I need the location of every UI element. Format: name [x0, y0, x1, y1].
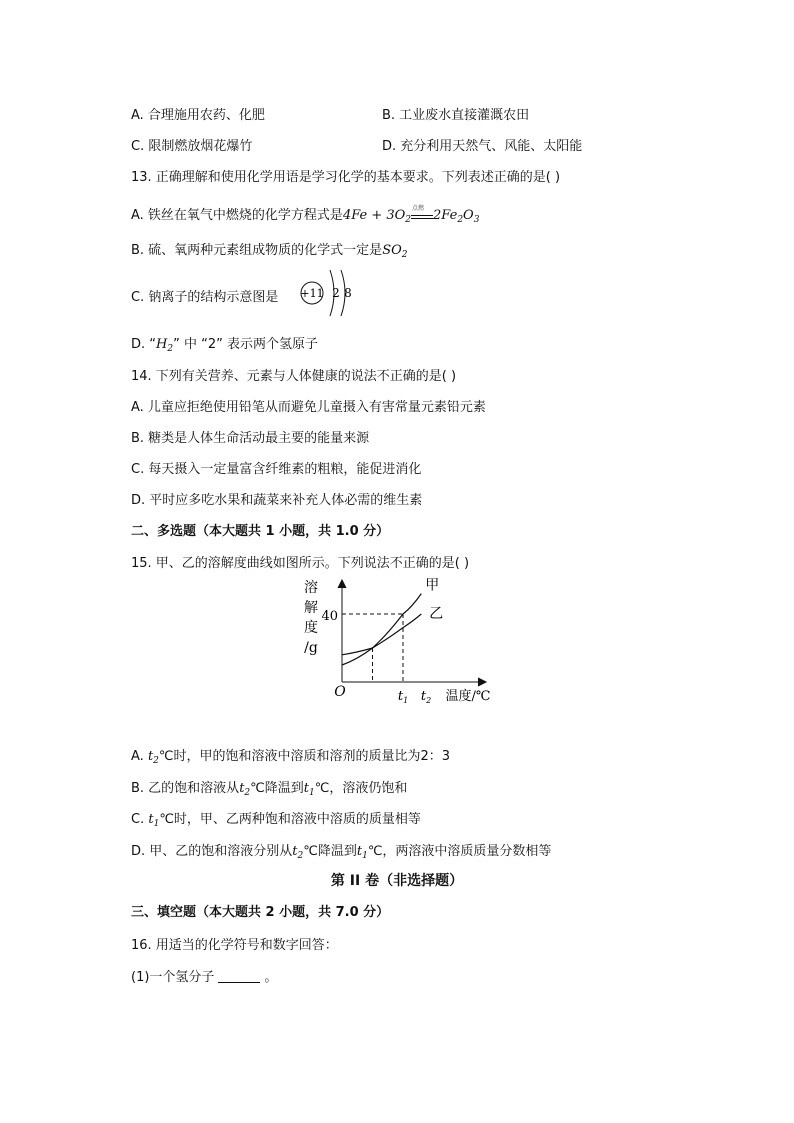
- q13-option-c: [131, 286, 278, 305]
- answer-blank[interactable]: [218, 970, 260, 983]
- q12-option-a: A. 合理施用农药、化肥: [131, 108, 265, 123]
- shell-2-count: 8: [344, 286, 352, 300]
- q15-option-b: [131, 777, 407, 798]
- q15-option-a-pre: A.: [131, 749, 148, 764]
- equation-equals: [411, 215, 433, 219]
- equation-right-o: O: [463, 208, 474, 223]
- q15-option-d-post: ℃，两溶液中溶质质量分数相等: [367, 844, 552, 859]
- q12-option-b: B. 工业废水直接灌溉农田: [382, 108, 530, 123]
- q15-stem: 15. 甲、乙的溶解度曲线如图所示。下列说法不正确的是( ): [131, 556, 470, 571]
- ylabel-char-3: 度: [304, 620, 318, 636]
- x-axis-arrow: [478, 678, 486, 686]
- y-tick-40: 40: [321, 609, 338, 624]
- x-tick-t1: [398, 689, 408, 705]
- formula-so2: SO: [382, 243, 402, 258]
- series-line-yi: [342, 614, 421, 655]
- q15-option-b-mid: ℃降温到: [250, 781, 304, 796]
- section-3-heading: 三、填空题（本大题共 2 小题，共 7.0 分）: [131, 905, 390, 920]
- x-tick-t1-t: t: [397, 689, 404, 704]
- q13-option-c-text: C. 钠离子的结构示意图是: [131, 290, 279, 305]
- q13-option-d: [131, 333, 318, 354]
- series-label-jia: 甲: [425, 577, 440, 594]
- equation-right-sub2: 3: [473, 215, 480, 225]
- q13-option-d-post: ” 中 “2” 表示两个氢原子: [173, 337, 318, 352]
- q13-option-d-pre: D. “: [131, 337, 157, 352]
- q15-b-t1-sub: 2: [244, 788, 251, 798]
- q15-option-c: [131, 808, 421, 829]
- series-label-yi: 乙: [429, 606, 444, 622]
- q14-stem: 14. 下列有关营养、元素与人体健康的说法不正确的是( ): [131, 369, 457, 384]
- q13-option-a-text: A. 铁丝在氧气中燃烧的化学方程式是: [131, 208, 343, 223]
- q15-option-c-pre: C.: [131, 812, 149, 827]
- q14-option-d: D. 平时应多吃水果和蔬菜来补充人体必需的维生素: [131, 493, 423, 508]
- q15-d-t2: t: [356, 844, 363, 859]
- q15-d-t1-sub: 2: [297, 851, 304, 861]
- equation-arrow: [411, 205, 433, 219]
- sodium-ion-diagram: [296, 266, 360, 318]
- q15-a-t-sub: 2: [153, 756, 159, 766]
- ylabel-char-2: 解: [304, 600, 318, 616]
- q15-option-d: [131, 840, 551, 861]
- equation-left: 4Fe + 3O: [342, 208, 406, 223]
- x-tick-t2: [421, 689, 431, 705]
- q16-item-1-post: 。: [264, 970, 278, 985]
- chart-plot: [342, 578, 443, 682]
- x-axis-label: 温度/℃: [445, 689, 491, 704]
- x-tick-t2-t: t: [420, 689, 427, 704]
- q13-option-b-text: B. 硫、氧两种元素组成物质的化学式一定是: [131, 243, 383, 258]
- series-line-jia: [342, 594, 421, 665]
- formula-so2-sub: 2: [401, 250, 408, 260]
- q15-option-b-pre: B. 乙的饱和溶液从: [131, 781, 240, 796]
- q15-b-t1: t: [239, 781, 245, 796]
- formula-h2: H: [156, 337, 168, 352]
- q15-option-c-post: ℃时，甲、乙两种饱和溶液中溶质的质量相等: [159, 812, 421, 827]
- q15-option-d-mid: ℃降温到: [303, 844, 357, 859]
- q15-option-b-post: ℃，溶液仍饱和: [314, 781, 408, 796]
- origin-label: O: [334, 684, 346, 700]
- q14-option-c: C. 每天摄入一定量富含纤维素的粗粮，能促进消化: [131, 462, 422, 477]
- q12-option-c: C. 限制燃放烟花爆竹: [131, 139, 253, 154]
- shell-1-count: 2: [332, 286, 340, 300]
- equation-right-sub: 2: [457, 215, 464, 225]
- equation-right: 2Fe: [433, 208, 458, 223]
- q12-option-d: D. 充分利用天然气、风能、太阳能: [382, 139, 583, 154]
- equation-condition: 点燃: [412, 205, 425, 212]
- q15-d-t1: t: [292, 844, 298, 859]
- q15-option-a: [131, 745, 450, 766]
- x-tick-t1-sub: 1: [403, 696, 409, 705]
- q13-option-a: [131, 204, 479, 225]
- q15-d-t2-sub: 1: [362, 851, 368, 861]
- ylabel-char-1: 溶: [304, 580, 318, 596]
- q15-c-t: t: [148, 812, 154, 827]
- q15-c-t-sub: 1: [153, 819, 160, 829]
- equation-left-sub: 2: [405, 215, 412, 225]
- q14-option-b: B. 糖类是人体生命活动最主要的能量来源: [131, 431, 370, 446]
- part-2-title: 第 II 卷（非选择题）: [330, 873, 464, 889]
- q15-a-t: t: [147, 749, 154, 764]
- formula-h2-sub: 2: [167, 344, 174, 354]
- y-axis-arrow: [338, 580, 346, 588]
- q13-stem: 13. 正确理解和使用化学用语是学习化学的基本要求。下列表述正确的是( ): [131, 170, 561, 185]
- q13-option-b: [131, 239, 408, 260]
- q15-option-a-post: ℃时，甲的饱和溶液中溶质和溶剂的质量比为2：3: [158, 749, 451, 764]
- nucleus-charge: +11: [300, 287, 324, 300]
- ylabel-char-4: /g: [304, 640, 318, 656]
- solubility-chart: [296, 574, 502, 706]
- q16-stem: 16. 用适当的化学符号和数字回答：: [131, 938, 338, 953]
- q16-item-1-pre: (1)一个氢分子: [131, 970, 215, 985]
- q14-option-a: A. 儿童应拒绝使用铅笔从而避免儿童摄入有害常量元素铅元素: [131, 400, 486, 415]
- section-2-heading: 二、多选题（本大题共 1 小题，共 1.0 分）: [131, 524, 390, 539]
- q16-item-1: [131, 966, 277, 985]
- q15-b-t2: t: [303, 781, 309, 796]
- q15-b-t2-sub: 1: [309, 788, 315, 798]
- x-tick-t2-sub: 2: [426, 696, 432, 705]
- q15-option-d-pre: D. 甲、乙的饱和溶液分别从: [131, 844, 293, 859]
